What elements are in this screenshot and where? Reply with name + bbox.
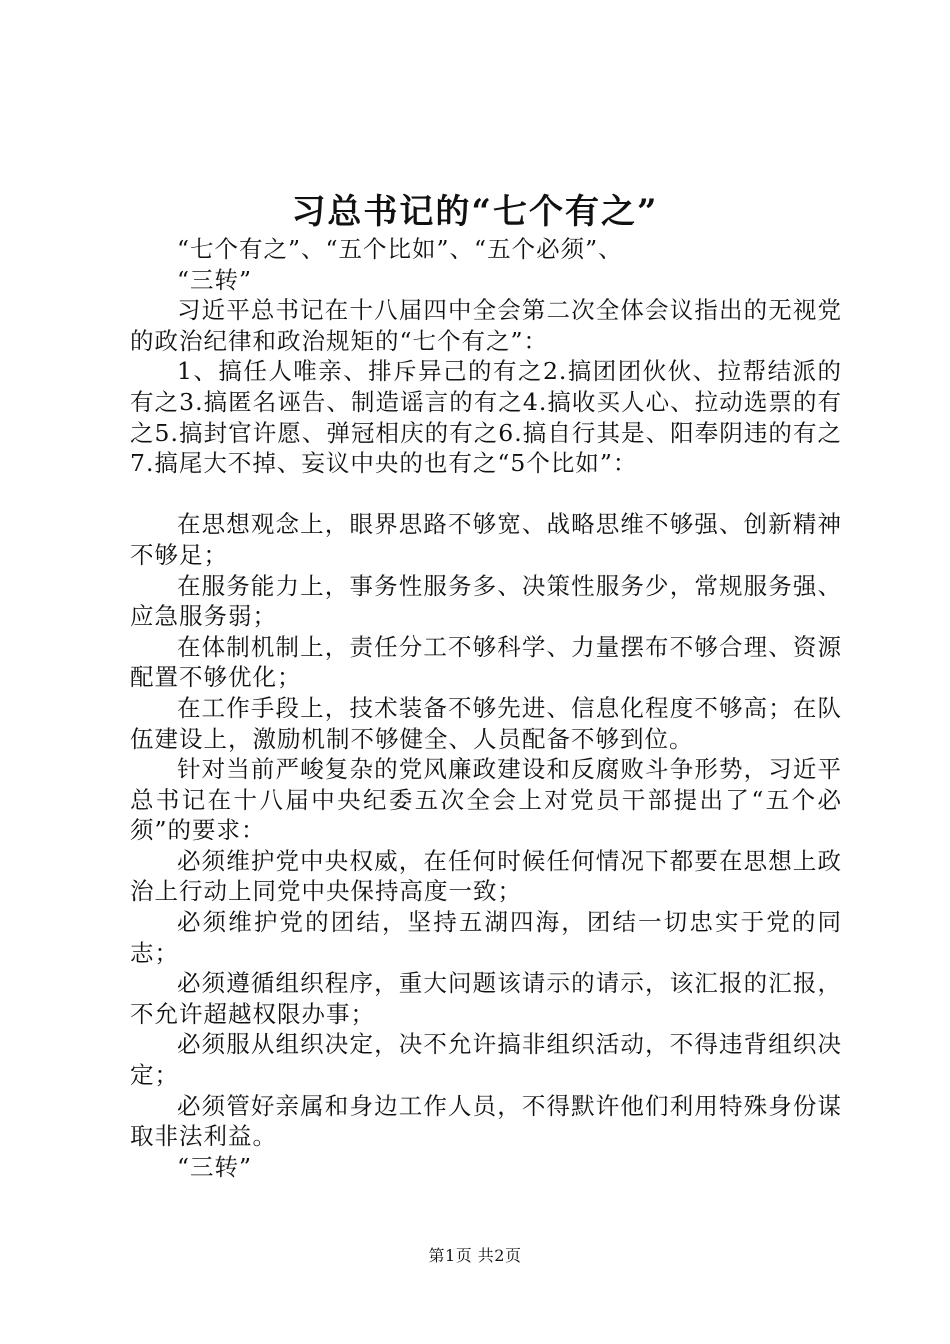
page-footer: 第1页 共2页 xyxy=(428,1246,522,1265)
paragraph: 必须服从组织决定，决不允许搞非组织活动，不得违背组织决定； xyxy=(130,1030,842,1090)
paragraph: 习近平总书记在十八届四中全会第二次全体会议指出的无视党的政治纪律和政治规矩的“七个有之”： xyxy=(130,296,842,355)
paragraph: 必须遵循组织程序，重大问题该请示的请示，该汇报的汇报，不允许超越权限办事； xyxy=(130,969,842,1028)
paragraph: 在服务能力上，事务性服务多、决策性服务少，常规服务强、应急服务弱； xyxy=(130,571,842,631)
paragraph: “三转” xyxy=(177,265,253,294)
paragraph: 必须管好亲属和身边工作人员，不得默许他们利用特殊身份谋取非法利益。 xyxy=(130,1091,842,1151)
paragraph: “三转” xyxy=(177,1152,253,1181)
paragraph: “七个有之”、“五个比如”、“五个必须”、 xyxy=(177,235,623,263)
paragraph: 必须维护党的团结，坚持五湖四海，团结一切忠实于党的同志； xyxy=(130,908,842,967)
paragraph: 针对当前严峻复杂的党风廉政建设和反腐败斗争形势，习近平总书记在十八届中央纪委五次全会上对党员干部提出了“五个必须”的要求： xyxy=(130,755,842,845)
paragraph: 必须维护党中央权威，在任何时候任何情况下都要在思想上政治上行动上同党中央保持高度一致； xyxy=(130,846,842,906)
paragraph: 在思想观念上，眼界思路不够宽、战略思维不够强、创新精神不够足； xyxy=(130,510,842,569)
document-title: 习总书记的“七个有之” xyxy=(291,192,659,232)
paragraph: 1、搞任人唯亲、排斥异己的有之2.搞团团伙伙、拉帮结派的有之3.搞匿名诬告、制造谣言的有之4.搞收买人心、拉动选票的有之5.搞封官许愿、弹冠相庆的有之6.搞自行其是、阳奉阴违的有之7.搞尾大不掉、妄议中央的也有之“5个比如”： xyxy=(130,357,842,478)
paragraph: 在工作手段上，技术装备不够先进、信息化程度不够高；在队伍建设上，激励机制不够健全、人员配备不够到位。 xyxy=(130,693,842,753)
document-body xyxy=(130,234,842,1182)
paragraph: 在体制机制上，责任分工不够科学、力量摆布不够合理、资源配置不够优化； xyxy=(130,632,842,692)
blank-line xyxy=(130,479,842,510)
